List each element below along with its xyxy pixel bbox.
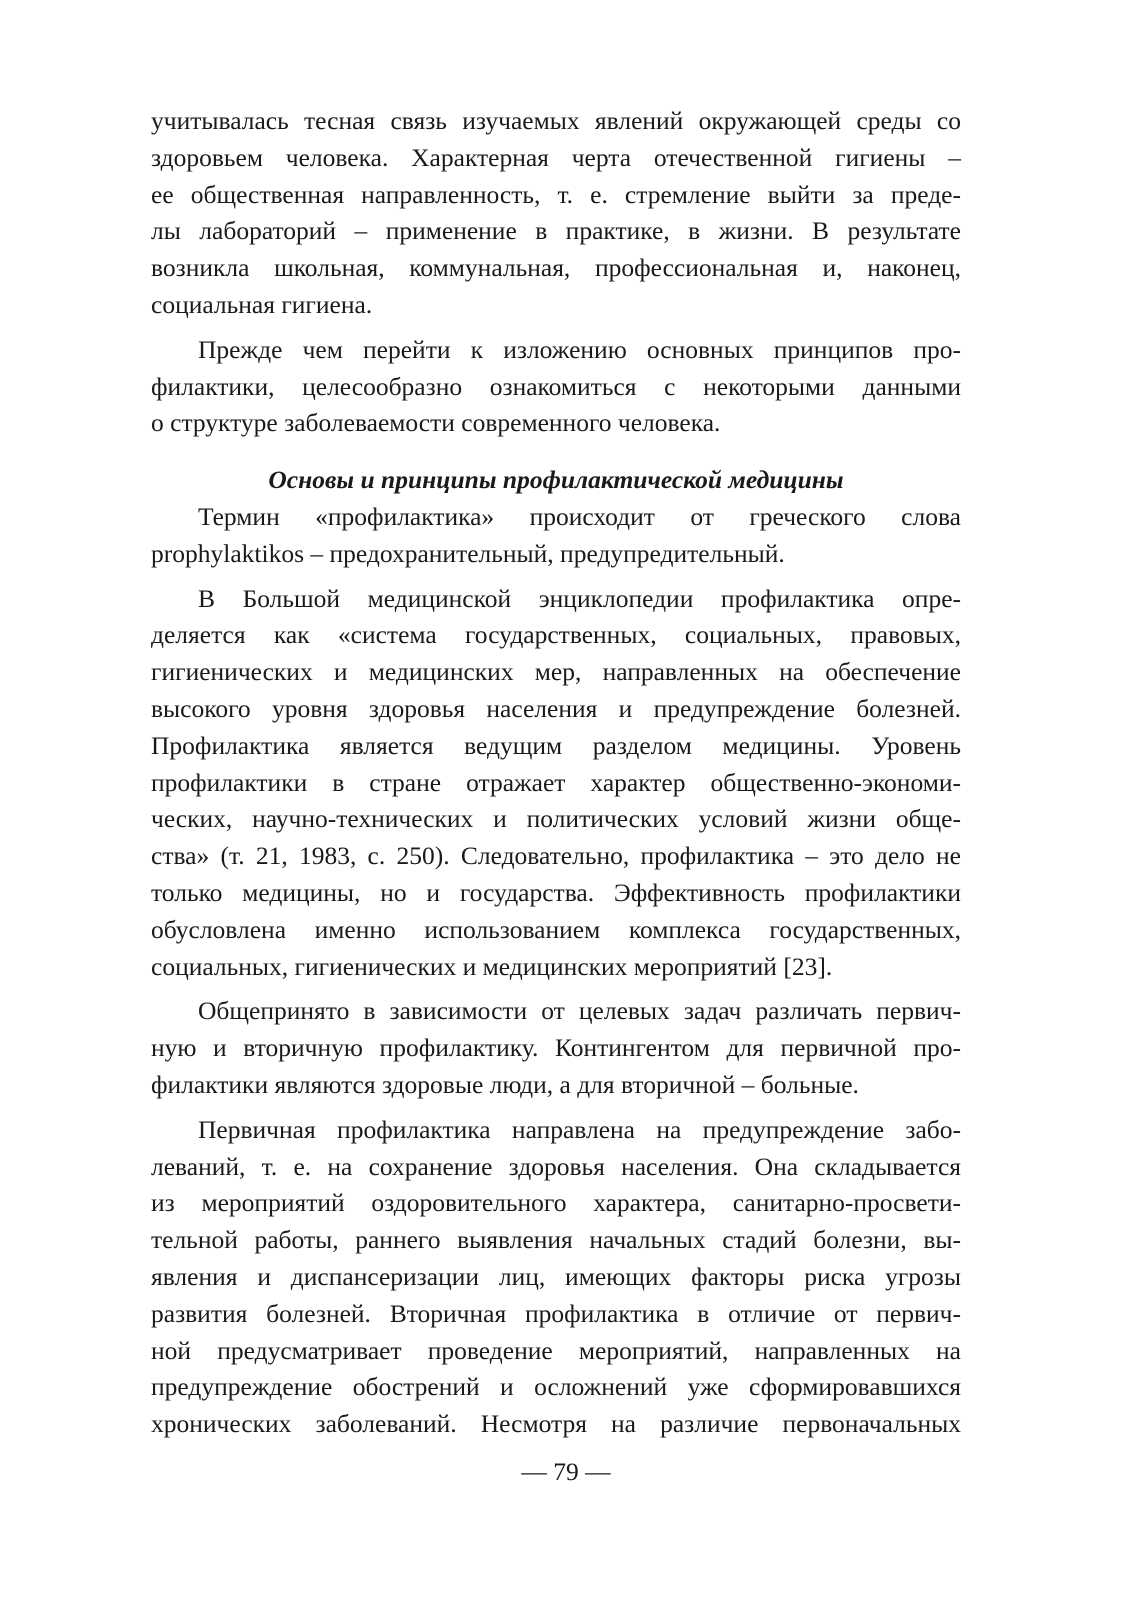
text-line: высокого уровня здоровья населения и предупреждение болезней.: [151, 693, 961, 723]
paragraph-term-definition: [151, 499, 961, 573]
text-line: учитывалась тесная связь изучаемых явлений окружающей среды со: [151, 106, 961, 135]
text-line: явления и диспансеризации лиц, имеющих факторы риска угрозы: [151, 1261, 961, 1291]
paragraph-transition: [151, 332, 961, 442]
paragraph-prevention-types: [151, 993, 961, 1103]
text-line: В Большой медицинской энциклопедии профилактика опре-: [198, 583, 961, 613]
section-heading: Основы и принципы профилактической медицины: [268, 465, 844, 495]
text-line: леваний, т. е. на сохранение здоровья населения. Она складывается: [151, 1151, 961, 1181]
text-line: профилактики в стране отражает характер общественно-экономи-: [151, 767, 961, 797]
text-line: Профилактика является ведущим разделом медицины. Уровень: [151, 730, 961, 760]
text-line: только медицины, но и государства. Эффективность профилактики: [151, 877, 961, 907]
text-line: филактики являются здоровые люди, а для вторичной – больные.: [151, 1069, 859, 1099]
paragraph-primary-prevention: [151, 1112, 961, 1443]
text-line: ную и вторичную профилактику. Контингентом для первичной про-: [151, 1033, 961, 1063]
text-line: предупреждение обострений и осложнений уже сформировавшихся: [151, 1372, 961, 1402]
text-line: Первичная профилактика направлена на предупреждение забо-: [198, 1114, 961, 1144]
text-line: социальных, гигиенических и медицинских мероприятий [23].: [151, 951, 833, 981]
text-line: ческих, научно-технических и политических условий жизни обще-: [151, 804, 961, 834]
text-line: тельной работы, раннего выявления начальных стадий болезни, вы-: [151, 1225, 961, 1255]
page-body: [151, 103, 961, 1443]
text-line: ной предусматривает проведение мероприятий, направленных на: [151, 1335, 961, 1365]
paragraph-encyclopedia-definition: [151, 581, 961, 986]
text-line: филактики, целесообразно ознакомиться с некоторыми данными: [151, 371, 961, 401]
text-line: социальная гигиена.: [151, 289, 373, 319]
page-number: — 79 —: [521, 1457, 611, 1486]
text-line: Общепринято в зависимости от целевых задач различать первич-: [198, 996, 961, 1026]
text-line: развития болезней. Вторичная профилактика в отличие от первич-: [151, 1298, 961, 1328]
text-line: о структуре заболеваемости современного человека.: [151, 408, 721, 438]
text-line: обусловлена именно использованием комплекса государственных,: [151, 914, 961, 944]
text-line: возникла школьная, коммунальная, профессиональная и, наконец,: [151, 253, 961, 283]
text-line: лы лабораторий – применение в практике, в жизни. В результате: [151, 216, 961, 246]
text-line: Термин «профилактика» происходит от греческого слова: [198, 501, 961, 531]
text-line: ее общественная направленность, т. е. стремление выйти за преде-: [151, 179, 961, 209]
text-line: деляется как «система государственных, социальных, правовых,: [151, 620, 961, 650]
text-line: здоровьем человека. Характерная черта отечественной гигиены –: [151, 142, 961, 172]
text-line: гигиенических и медицинских мер, направленных на обеспечение: [151, 657, 961, 687]
paragraph-hygiene-history: [151, 103, 961, 324]
text-line: prophylaktikos – предохранительный, предупредительный.: [151, 538, 785, 568]
text-line: из мероприятий оздоровительного характера, санитарно-просвети-: [151, 1188, 961, 1218]
text-line: ства» (т. 21, 1983, с. 250). Следовательно, профилактика – это дело не: [151, 841, 961, 871]
text-line: хронических заболеваний. Несмотря на различие первоначальных: [151, 1409, 961, 1439]
text-line: Прежде чем перейти к изложению основных принципов про-: [198, 334, 961, 364]
